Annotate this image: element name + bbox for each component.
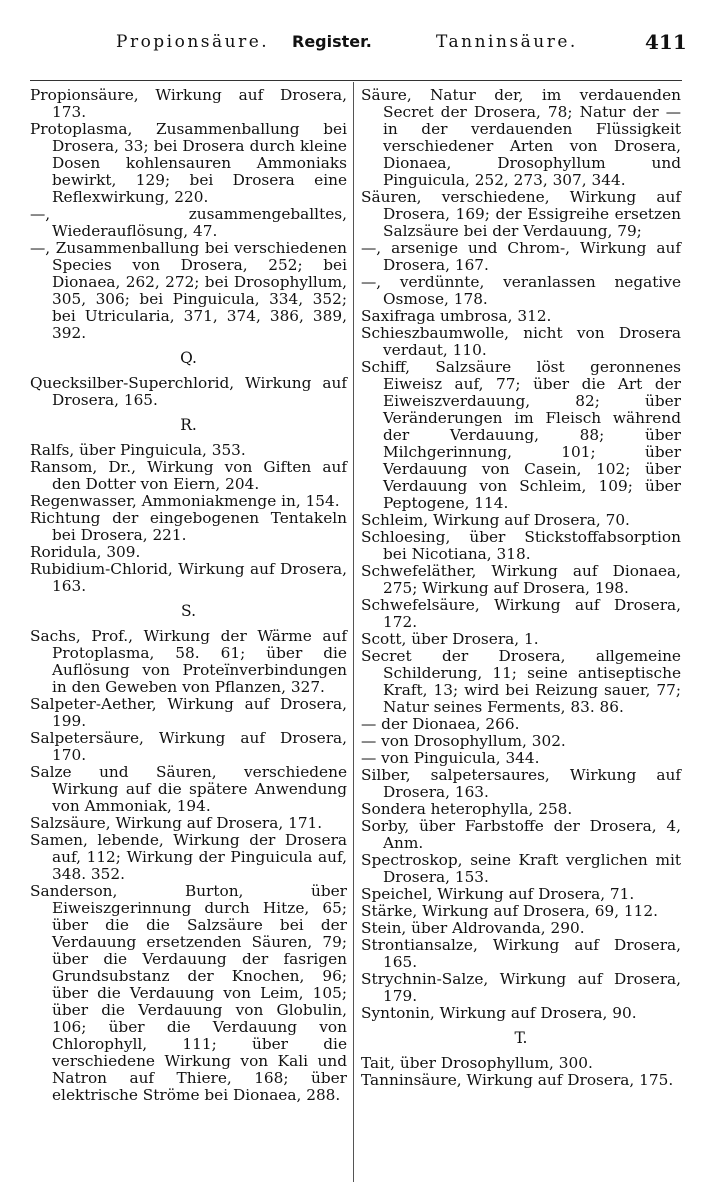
column-divider: [353, 82, 354, 1182]
index-entry: Scott, über Drosera, 1.: [361, 630, 539, 648]
index-entry: Schleim, Wirkung auf Drosera, 70.: [361, 511, 630, 529]
header-right-term: Tanninsäure.: [436, 32, 578, 52]
index-entry: Protoplasma, Zusammenballung bei Drosera, 33; bei Drosera durch kleine Dosen kohlensauren Ammoniaks bewirkt, 129; bei Drosera eine Reflexwirkung, 220.: [30, 120, 347, 206]
section-letter-t: T.: [514, 1029, 528, 1047]
index-entry: Salpeter-Aether, Wirkung auf Drosera, 199.: [30, 695, 347, 730]
index-entry: Sondera heterophylla, 258.: [361, 800, 573, 818]
index-entry: —, zusammengeballtes, Wiederauflösung, 47.: [30, 205, 347, 240]
index-entry: Spectroskop, seine Kraft verglichen mit Drosera, 153.: [361, 851, 681, 886]
index-entry: Schieszbaumwolle, nicht von Drosera verdaut, 110.: [361, 324, 681, 359]
section-letter-q: Q.: [180, 349, 197, 367]
header-title: Register.: [292, 32, 372, 51]
index-entry: Strontiansalze, Wirkung auf Drosera, 165.: [361, 936, 681, 971]
index-entry: Roridula, 309.: [30, 543, 141, 561]
header-left-term: Propionsäure.: [116, 32, 270, 52]
index-entry: Schwefeläther, Wirkung auf Dionaea, 275; Wirkung auf Drosera, 198.: [361, 562, 681, 597]
index-entry: Tait, über Drosophyllum, 300.: [361, 1054, 593, 1072]
index-entry: Sanderson, Burton, über Eiweiszgerinnung durch Hitze, 65; über die die Salzsäure bei der Verdauung ersetzenden Säuren, 79; über die Verdauung der fasrigen Grundsubstanz der Knochen, 96; über die Verdauung von Leim, 105; über die Verdauung von Globulin, 106; über die Verdauung von Chlorophyll, 111; über die verschiedene Wirkung von Kali und Natron auf Thiere, 168; über elektrische Ströme bei Dionaea, 288.: [30, 882, 347, 1104]
index-entry: Syntonin, Wirkung auf Drosera, 90.: [361, 1004, 637, 1022]
index-entry: Tanninsäure, Wirkung auf Drosera, 175.: [361, 1071, 674, 1089]
running-header: [0, 30, 701, 60]
index-entry: — von Pinguicula, 344.: [361, 749, 540, 767]
index-entry: Schloesing, über Stickstoffabsorption bei Nicotiana, 318.: [361, 528, 681, 563]
index-entry: Salpetersäure, Wirkung auf Drosera, 170.: [30, 729, 347, 764]
index-entry: Quecksilber-Superchlorid, Wirkung auf Drosera, 165.: [30, 374, 347, 409]
index-entry: Ralfs, über Pinguicula, 353.: [30, 441, 246, 459]
index-entry: Samen, lebende, Wirkung der Drosera auf, 112; Wirkung der Pinguicula auf, 348. 352.: [30, 831, 347, 883]
right-column: [361, 87, 681, 1089]
index-entry: Säure, Natur der, im verdauenden Secret der Drosera, 78; Natur der — in der verdauenden Flüssigkeit verschiedener Arten von Drosera, Dionaea, Drosophyllum und Pinguicula, 252, 273, 307, 344.: [361, 86, 681, 189]
index-entry: — der Dionaea, 266.: [361, 715, 520, 733]
index-entry: Ransom, Dr., Wirkung von Giften auf den Dotter von Eiern, 204.: [30, 458, 347, 493]
section-letter-s: S.: [181, 602, 196, 620]
left-column: [30, 87, 347, 1104]
index-entry: Regenwasser, Ammoniakmenge in, 154.: [30, 492, 340, 510]
index-entry: Propionsäure, Wirkung auf Drosera, 173.: [30, 86, 347, 121]
index-entry: —, Zusammenballung bei verschiedenen Species von Drosera, 252; bei Dionaea, 262, 272; bei Drosophyllum, 305, 306; bei Pinguicula, 334, 352; bei Utricularia, 371, 374, 386, 389, 392.: [30, 239, 347, 342]
index-entry: Sachs, Prof., Wirkung der Wärme auf Protoplasma, 58. 61; über die Auflösung von Proteïnverbindungen in den Geweben von Pflanzen, 327.: [30, 627, 347, 696]
index-entry: Sorby, über Farbstoffe der Drosera, 4, Anm.: [361, 817, 681, 852]
index-entry: Speichel, Wirkung auf Drosera, 71.: [361, 885, 635, 903]
index-entry: Schiff, Salzsäure löst geronnenes Eiweisz auf, 77; über die Art der Eiweiszverdauung, 82; über Veränderungen im Fleisch während der Verdauung, 88; über Milchgerinnung, 101; über Verdauung von Casein, 102; über Verdauung von Schleim, 109; über Peptogene, 114.: [361, 358, 681, 512]
index-entry: Rubidium-Chlorid, Wirkung auf Drosera, 163.: [30, 560, 347, 595]
page-number: 411: [645, 30, 687, 54]
index-entry: Saxifraga umbrosa, 312.: [361, 307, 552, 325]
index-entry: —, verdünnte, veranlassen negative Osmose, 178.: [361, 273, 681, 308]
index-entry: Strychnin-Salze, Wirkung auf Drosera, 179.: [361, 970, 681, 1005]
index-entry: Stärke, Wirkung auf Drosera, 69, 112.: [361, 902, 658, 920]
index-entry: —, arsenige und Chrom-, Wirkung auf Drosera, 167.: [361, 239, 681, 274]
index-entry: Secret der Drosera, allgemeine Schilderung, 11; seine antiseptische Kraft, 13; wird bei Reizung sauer, 77; Natur seines Ferments, 83. 86.: [361, 647, 681, 716]
index-entry: Stein, über Aldrovanda, 290.: [361, 919, 585, 937]
index-entry: Säuren, verschiedene, Wirkung auf Drosera, 169; der Essigreihe ersetzen Salzsäure bei der Verdauung, 79;: [361, 188, 681, 240]
index-entry: Silber, salpetersaures, Wirkung auf Drosera, 163.: [361, 766, 681, 801]
index-entry: Salzsäure, Wirkung auf Drosera, 171.: [30, 814, 323, 832]
header-rule: [30, 80, 682, 81]
index-entry: Richtung der eingebogenen Tentakeln bei Drosera, 221.: [30, 509, 347, 544]
section-letter-r: R.: [180, 416, 197, 434]
index-entry: — von Drosophyllum, 302.: [361, 732, 566, 750]
index-entry: Schwefelsäure, Wirkung auf Drosera, 172.: [361, 596, 681, 631]
index-entry: Salze und Säuren, verschiedene Wirkung auf die spätere Anwendung von Ammoniak, 194.: [30, 763, 347, 815]
